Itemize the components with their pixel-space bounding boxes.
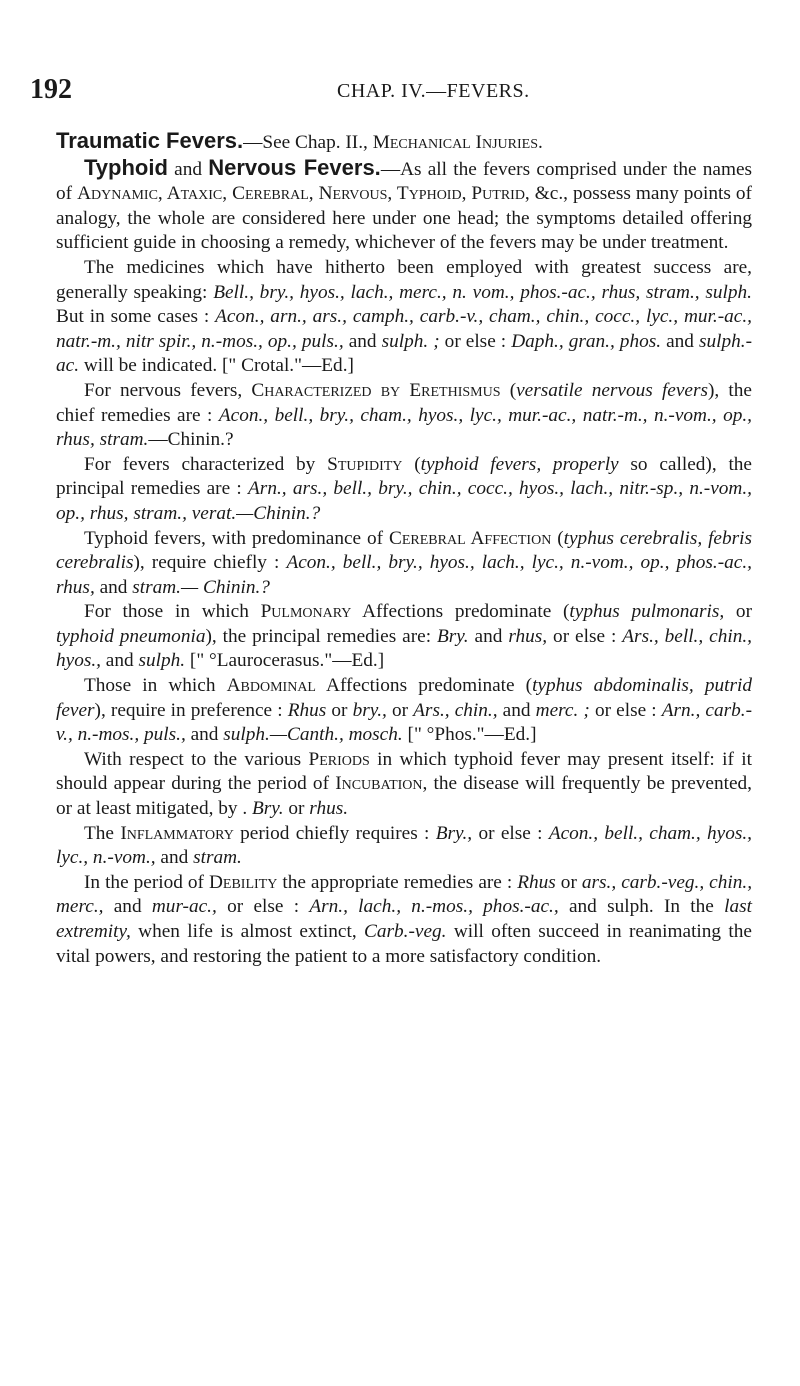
section-heading: Typhoid — [84, 154, 168, 180]
text-run: Acon., arn., ars., camph., carb.-v., cham., chin., cocc., lyc., mur.-ac., natr.-m., nitr spir., n.-mos., op., puls., — [56, 306, 752, 352]
text-run: —Chinin.? — [148, 429, 234, 451]
text-run: and sulph. In the — [558, 896, 725, 918]
paragraph — [56, 822, 752, 871]
text-run: and — [185, 724, 224, 746]
text-run: sulph.—Canth., mosch. — [223, 724, 403, 746]
text-run: Bry. — [437, 625, 469, 647]
text-run: Daph., gran., phos. — [511, 330, 662, 352]
text-run: rhus, — [508, 625, 548, 647]
text-run: ( — [402, 453, 421, 475]
text-run: —See Chap. II., — [243, 132, 373, 153]
text-run: or — [326, 699, 353, 721]
text-run: typhoid pneumonia — [56, 625, 206, 647]
text-run: or — [724, 601, 752, 623]
section-heading: Traumatic Fevers. — [56, 128, 244, 153]
paragraph — [56, 600, 752, 674]
text-run: Acon., bell., bry., cham., hyos., lyc., mur.-ac., natr.-m., n.-vom., op., rhus, stram. — [56, 404, 752, 451]
text-run: —As all the fevers comprised under the names of — [56, 158, 753, 205]
text-run: ), require chiefly : — [133, 552, 287, 574]
text-run: so called), the principal remedies are : — [56, 453, 752, 500]
text-run: Affections predominate ( — [315, 675, 533, 697]
text-run: Bell., bry., hyos., lach., merc., n. vom., phos.-ac., rhus, stram., sulph. — [213, 281, 752, 303]
text-run: Arn., lach., n.-mos., phos.-ac., — [309, 896, 559, 918]
text-run: Acon., bell., cham., hyos., lyc., n.-vom., — [56, 822, 752, 869]
text-run: stram. — [193, 847, 242, 869]
text-run: or — [386, 699, 414, 721]
text-run: and — [103, 896, 152, 918]
running-title: CHAP. IV.—FEVERS. — [337, 80, 530, 102]
text-run: ), the chief remedies are : — [56, 379, 752, 426]
text-run: Arn., carb.-v., n.-mos., puls., — [56, 699, 753, 746]
section-heading: Nervous Fevers. — [208, 154, 381, 180]
text-run: and — [497, 699, 536, 721]
text-run: [" °Laurocerasus."—Ed.] — [185, 650, 385, 672]
text-run: But in some cases : — [56, 306, 216, 328]
text-run: or else : — [216, 896, 310, 918]
text-run: or else : — [547, 625, 623, 647]
text-run: or else : — [472, 822, 549, 844]
text-run: ), the principal remedies are: — [205, 625, 437, 647]
text-run: bry., — [352, 699, 387, 721]
text-run: will be indicated. [" Crotal."—Ed.] — [79, 355, 354, 377]
text-run: typhus pulmonaris, — [569, 601, 725, 623]
paragraph — [56, 527, 752, 601]
text-run: when life is almost extinct, — [130, 921, 365, 942]
text-run: Rhus — [517, 871, 556, 893]
text-run: Abdominal — [226, 675, 316, 697]
text-run: rhus. — [309, 798, 349, 820]
text-run: Typhoid fevers, with predominance of — [84, 527, 389, 549]
text-run: the appropriate remedies are : — [277, 871, 518, 893]
text-run: and — [343, 330, 382, 352]
text-run: last extremity, — [56, 896, 752, 942]
paragraph — [56, 871, 752, 969]
text-run: and — [94, 576, 133, 598]
text-run: For those in which — [84, 601, 261, 623]
text-run: ), require in preference : — [94, 699, 288, 721]
text-run: Arn., ars., bell., bry., chin., cocc., hyos., lach., nitr.-sp., n.-vom., op., rhus, stram., verat.—Chinin.? — [56, 478, 752, 524]
text-run: or else : — [439, 330, 512, 352]
text-run: period chiefly requires : — [233, 822, 436, 844]
text-run: Incubation, — [335, 773, 428, 795]
text-run: Periods — [308, 748, 370, 770]
text-run: Bry. — [251, 798, 284, 820]
text-run: stram.— Chinin.? — [132, 576, 270, 598]
paragraph — [56, 748, 752, 822]
text-run: typhoid fevers, properly — [420, 453, 619, 475]
text-run: For nervous fevers, — [84, 379, 252, 401]
text-run: or — [283, 798, 310, 820]
text-run: Inflammatory — [120, 822, 234, 844]
text-run: Those in which — [84, 675, 227, 697]
text-run: Pulmonary — [260, 601, 352, 623]
text-run: sulph. ; — [381, 330, 440, 352]
text-run: With respect to the various — [84, 748, 309, 770]
text-run: typhus cerebralis, febris cerebralis — [56, 527, 752, 574]
text-run: For fevers characterized by — [84, 453, 328, 475]
paragraph — [56, 156, 752, 256]
text-run: in which typhoid fever may present itself: if it should appear during the period of — [56, 748, 752, 795]
text-run: Adynamic, Ataxic, Cerebral, Nervous, Typhoid, Putrid, — [77, 183, 530, 205]
text-run: or else : — [589, 699, 662, 721]
paragraph — [56, 674, 752, 748]
text-run: typhus abdominalis, putrid fever — [56, 675, 752, 721]
text-run: sulph. — [138, 650, 186, 672]
text-run: and — [167, 158, 209, 180]
text-run: will often succeed in reanimating the vital powers, and restoring the patient to a more satisfactory condition. — [56, 921, 752, 967]
text-run: and — [100, 650, 139, 672]
paragraph — [56, 129, 752, 156]
text-run: and — [155, 847, 194, 869]
text-run: Carb.-veg. — [364, 921, 447, 942]
text-run: In the period of — [84, 871, 209, 893]
paragraph — [56, 453, 752, 527]
paragraph — [56, 379, 752, 453]
text-run: sulph.-ac. — [56, 330, 753, 377]
text-run: [" °Phos."—Ed.] — [402, 724, 537, 746]
page-body — [56, 129, 752, 969]
text-run: or — [555, 871, 582, 893]
text-run: and — [661, 330, 699, 352]
text-run: Affections predominate ( — [351, 601, 570, 623]
text-run: ( — [551, 527, 564, 549]
paragraph — [56, 256, 752, 379]
text-run: Acon., bell., bry., hyos., lach., lyc., n.-vom., op., phos.-ac., rhus, — [56, 552, 752, 598]
text-run: Ars., chin., — [413, 699, 498, 721]
page-header — [30, 74, 740, 104]
text-run: Mechanical Injuries. — [372, 132, 543, 153]
text-run: Bry., — [435, 822, 473, 844]
text-run: Ars., bell., chin., hyos., — [56, 625, 752, 672]
text-run: The — [84, 822, 121, 844]
text-run: The medicines which have hitherto been employed with greatest success are, generally speaking: — [56, 256, 752, 303]
text-run: Stupidity — [327, 453, 403, 475]
text-run: mur-ac., — [151, 896, 217, 918]
page-number: 192 — [30, 74, 72, 105]
text-run: Cerebral Affection — [389, 527, 552, 549]
text-run: merc. ; — [535, 699, 590, 721]
text-run: Debility — [208, 871, 278, 893]
text-run: Characterized by Erethismus — [251, 379, 501, 401]
text-run: the disease will frequently be prevented, or at least mitigated, by . — [56, 773, 752, 820]
text-run: and — [468, 625, 509, 647]
text-run: ars., carb.-veg., chin., merc., — [56, 871, 753, 918]
text-run: Rhus — [287, 699, 327, 721]
text-run: versatile nervous fevers — [516, 379, 708, 401]
text-run: &c., possess many points of analogy, the whole are considered here under one head; the symptoms detailed offering sufficient guide in choosing a remedy, whichever of the fevers may be under treatment. — [56, 183, 752, 254]
text-run: ( — [500, 379, 517, 401]
